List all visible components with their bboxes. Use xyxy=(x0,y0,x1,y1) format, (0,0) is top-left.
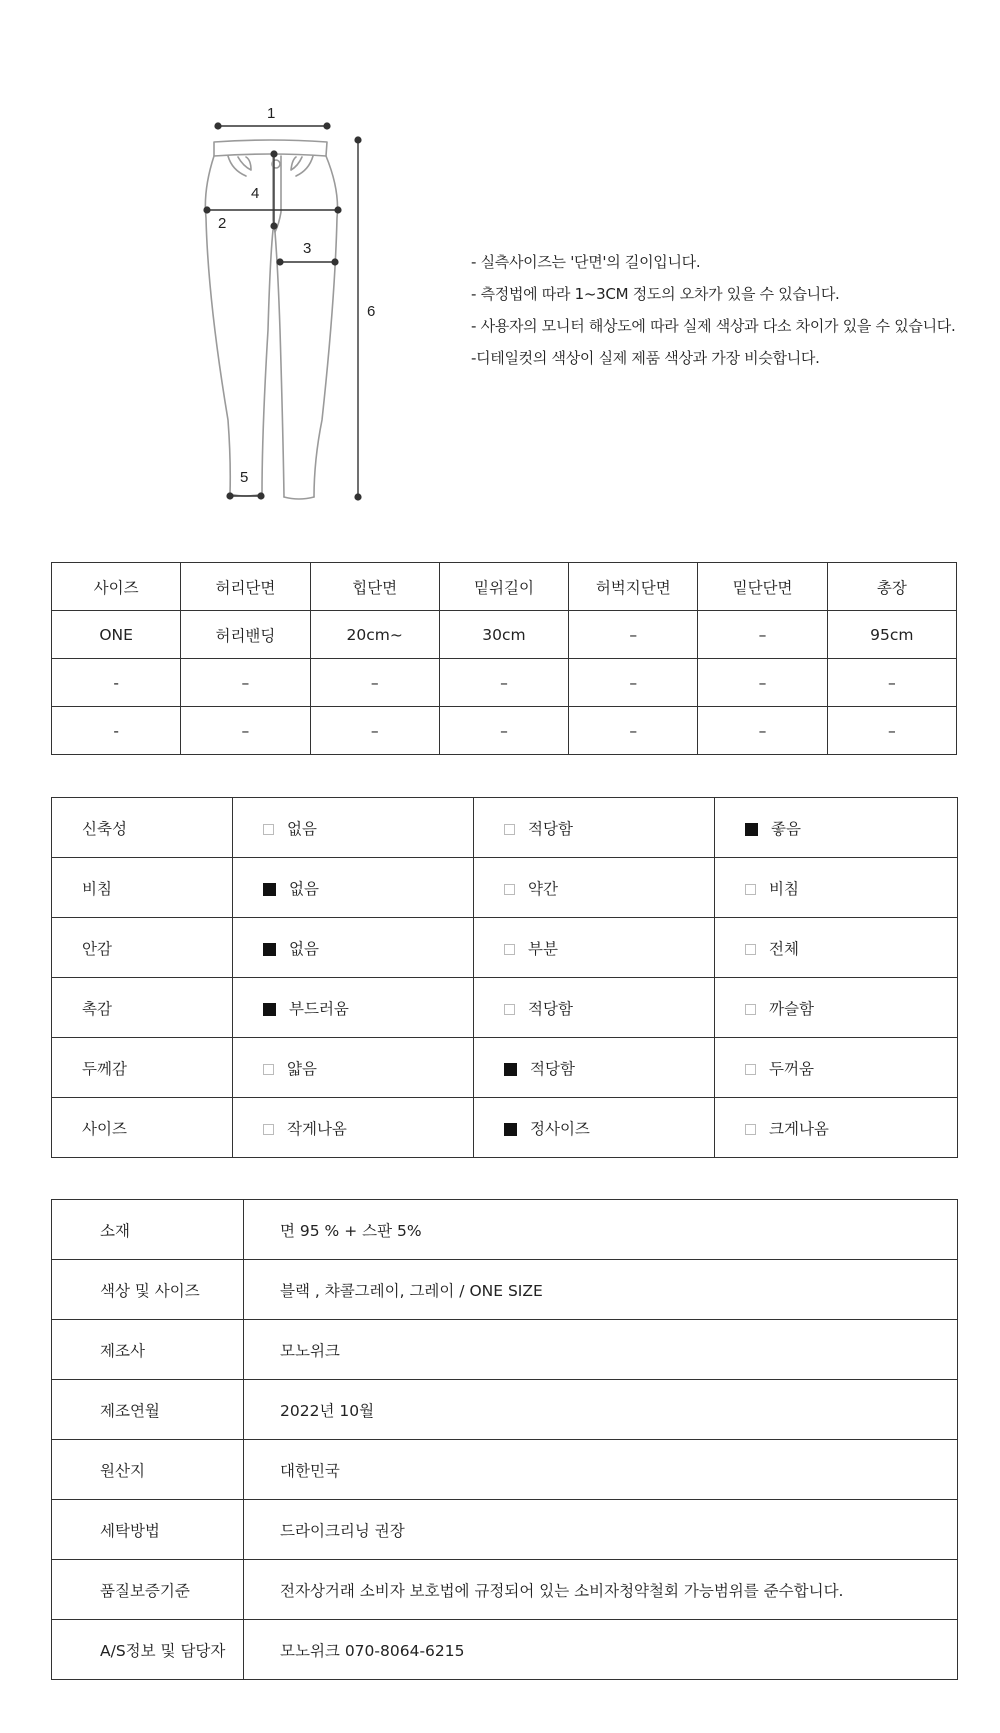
unchecked-box-icon xyxy=(504,824,515,835)
info-value: 대한민국 xyxy=(244,1440,958,1500)
table-cell: – xyxy=(569,707,698,755)
checked-box-icon xyxy=(263,943,276,956)
info-value: 2022년 10월 xyxy=(244,1380,958,1440)
fabric-option-label: 두꺼움 xyxy=(769,1059,814,1078)
fabric-option-label: 적당함 xyxy=(528,999,573,1018)
info-row xyxy=(52,1560,958,1620)
checked-box-icon xyxy=(504,1063,517,1076)
info-key: 제조사 xyxy=(52,1320,244,1380)
fabric-row xyxy=(52,978,958,1038)
table-row xyxy=(52,611,957,659)
table-cell: – xyxy=(698,659,827,707)
header-cell: 밑단단면 xyxy=(698,563,827,611)
checked-box-icon xyxy=(504,1123,517,1136)
header-cell: 밑위길이 xyxy=(439,563,568,611)
fabric-option xyxy=(233,978,474,1038)
unchecked-box-icon xyxy=(745,1064,756,1075)
product-info-table xyxy=(51,1199,958,1680)
unchecked-box-icon xyxy=(263,1124,274,1135)
table-cell: – xyxy=(569,611,698,659)
fabric-option-label: 없음 xyxy=(289,939,319,958)
header-cell: 허리단면 xyxy=(181,563,310,611)
fabric-option-label: 약간 xyxy=(528,879,558,898)
fabric-row-label: 촉감 xyxy=(52,978,233,1038)
header-cell: 허벅지단면 xyxy=(569,563,698,611)
header-cell: 힙단면 xyxy=(310,563,439,611)
fabric-info-table xyxy=(51,797,958,1158)
table-row xyxy=(52,707,957,755)
fabric-option-label: 정사이즈 xyxy=(530,1119,590,1138)
fabric-option xyxy=(715,1098,958,1158)
table-cell: – xyxy=(827,707,956,755)
fabric-row-label: 사이즈 xyxy=(52,1098,233,1158)
table-cell: – xyxy=(698,707,827,755)
info-row xyxy=(52,1440,958,1500)
pants-illustration xyxy=(0,0,420,520)
label-length: 6 xyxy=(367,303,376,320)
unchecked-box-icon xyxy=(504,884,515,895)
info-key: 원산지 xyxy=(52,1440,244,1500)
measurement-notes xyxy=(471,246,991,374)
header-cell: 사이즈 xyxy=(52,563,181,611)
label-hem: 5 xyxy=(240,469,249,486)
fabric-row xyxy=(52,1038,958,1098)
info-value: 전자상거래 소비자 보호법에 규정되어 있는 소비자청약철회 가능범위를 준수합니다. xyxy=(244,1560,958,1620)
fabric-row-label: 비침 xyxy=(52,858,233,918)
fabric-option xyxy=(715,978,958,1038)
table-cell: – xyxy=(827,659,956,707)
checked-box-icon xyxy=(263,883,276,896)
table-cell: - xyxy=(52,707,181,755)
fabric-row-label: 신축성 xyxy=(52,798,233,858)
table-cell: – xyxy=(181,707,310,755)
unchecked-box-icon xyxy=(745,1124,756,1135)
fabric-option-label: 비침 xyxy=(769,879,799,898)
fabric-option xyxy=(233,798,474,858)
fabric-option xyxy=(233,1038,474,1098)
fabric-option xyxy=(474,918,715,978)
table-cell: 20cm~ xyxy=(310,611,439,659)
fabric-option xyxy=(474,798,715,858)
size-diagram xyxy=(0,0,420,520)
table-cell: – xyxy=(181,659,310,707)
unchecked-box-icon xyxy=(745,884,756,895)
fabric-row xyxy=(52,918,958,978)
fabric-row-label: 안감 xyxy=(52,918,233,978)
fabric-option xyxy=(715,858,958,918)
unchecked-box-icon xyxy=(504,1004,515,1015)
fabric-option-label: 없음 xyxy=(287,819,317,838)
fabric-option xyxy=(715,1038,958,1098)
table-cell: – xyxy=(439,659,568,707)
info-key: 제조연월 xyxy=(52,1380,244,1440)
table-cell: – xyxy=(698,611,827,659)
fabric-option xyxy=(474,858,715,918)
unchecked-box-icon xyxy=(745,944,756,955)
label-hip: 2 xyxy=(218,215,227,232)
fabric-option-label: 없음 xyxy=(289,879,319,898)
info-value: 블랙 , 챠콜그레이, 그레이 / ONE SIZE xyxy=(244,1260,958,1320)
fabric-option-label: 크게나옴 xyxy=(769,1119,829,1138)
table-cell: - xyxy=(52,659,181,707)
table-cell: – xyxy=(310,659,439,707)
info-key: 세탁방법 xyxy=(52,1500,244,1560)
fabric-option-label: 작게나옴 xyxy=(287,1119,347,1138)
info-row xyxy=(52,1380,958,1440)
fabric-row xyxy=(52,1098,958,1158)
note-line: -디테일컷의 색상이 실제 제품 색상과 가장 비슷합니다. xyxy=(471,349,820,367)
fabric-option-label: 좋음 xyxy=(771,819,801,838)
label-rise: 4 xyxy=(251,185,260,202)
unchecked-box-icon xyxy=(263,1064,274,1075)
table-cell: 허리밴딩 xyxy=(181,611,310,659)
checked-box-icon xyxy=(263,1003,276,1016)
fabric-option-label: 적당함 xyxy=(530,1059,575,1078)
table-cell: – xyxy=(310,707,439,755)
info-value: 모노위크 070-8064-6215 xyxy=(244,1620,958,1680)
fabric-option xyxy=(233,918,474,978)
fabric-option xyxy=(715,798,958,858)
info-row xyxy=(52,1260,958,1320)
fabric-option xyxy=(715,918,958,978)
note-line: - 사용자의 모니터 해상도에 따라 실제 색상과 다소 차이가 있을 수 있습니다. xyxy=(471,317,956,335)
info-row xyxy=(52,1500,958,1560)
fabric-option-label: 까슬함 xyxy=(769,999,814,1018)
fabric-option-label: 전체 xyxy=(769,939,799,958)
table-cell: – xyxy=(439,707,568,755)
fabric-option xyxy=(474,978,715,1038)
fabric-row xyxy=(52,858,958,918)
info-row xyxy=(52,1620,958,1680)
info-value: 모노위크 xyxy=(244,1320,958,1380)
label-thigh: 3 xyxy=(303,240,312,257)
checked-box-icon xyxy=(745,823,758,836)
fabric-option xyxy=(233,1098,474,1158)
info-key: A/S정보 및 담당자 xyxy=(52,1620,244,1680)
size-table-header xyxy=(52,563,957,611)
info-value: 면 95 % + 스판 5% xyxy=(244,1200,958,1260)
table-cell: ONE xyxy=(52,611,181,659)
info-key: 소재 xyxy=(52,1200,244,1260)
fabric-option-label: 부드러움 xyxy=(289,999,349,1018)
header-cell: 총장 xyxy=(827,563,956,611)
table-cell: 30cm xyxy=(439,611,568,659)
info-key: 색상 및 사이즈 xyxy=(52,1260,244,1320)
size-table xyxy=(51,562,957,755)
note-line: - 실측사이즈는 '단면'의 길이입니다. xyxy=(471,253,701,271)
unchecked-box-icon xyxy=(745,1004,756,1015)
info-key: 품질보증기준 xyxy=(52,1560,244,1620)
info-row xyxy=(52,1200,958,1260)
unchecked-box-icon xyxy=(504,944,515,955)
fabric-option-label: 부분 xyxy=(528,939,558,958)
fabric-option-label: 적당함 xyxy=(528,819,573,838)
info-row xyxy=(52,1320,958,1380)
fabric-option xyxy=(474,1098,715,1158)
label-waist: 1 xyxy=(267,105,276,122)
fabric-row xyxy=(52,798,958,858)
table-cell: 95cm xyxy=(827,611,956,659)
info-value: 드라이크리닝 권장 xyxy=(244,1500,958,1560)
fabric-option-label: 얇음 xyxy=(287,1059,317,1078)
table-cell: – xyxy=(569,659,698,707)
fabric-option xyxy=(474,1038,715,1098)
fabric-row-label: 두께감 xyxy=(52,1038,233,1098)
unchecked-box-icon xyxy=(263,824,274,835)
table-row xyxy=(52,659,957,707)
fabric-option xyxy=(233,858,474,918)
note-line: - 측정법에 따라 1~3CM 정도의 오차가 있을 수 있습니다. xyxy=(471,285,840,303)
